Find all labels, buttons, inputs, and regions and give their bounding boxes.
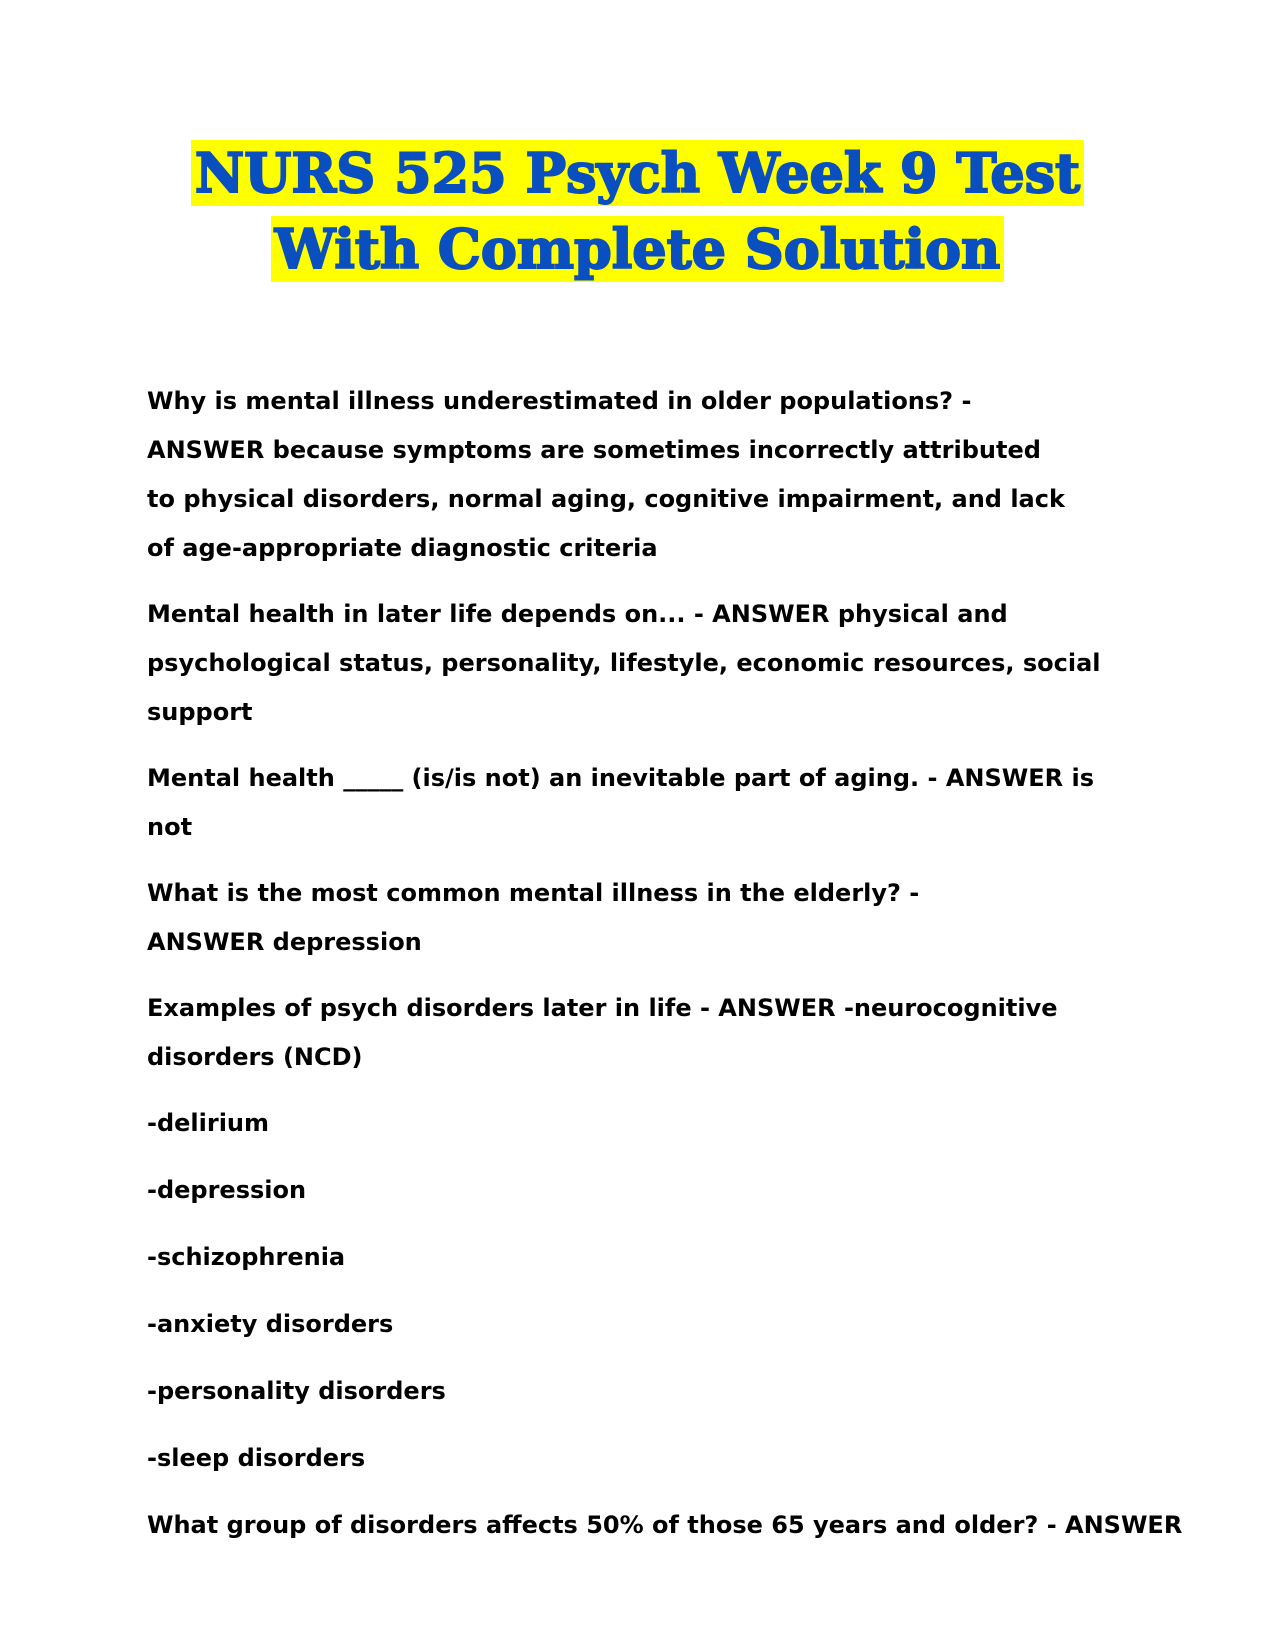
list-item: -depression (147, 1176, 307, 1204)
document-body (147, 377, 1183, 1567)
title-line-1: NURS 525 Psych Week 9 Test (191, 140, 1084, 206)
document-title (0, 140, 1275, 282)
qa-entry: Why is mental illness underestimated in older populations? - ANSWER because symptoms are sometimes incorrectly attributed to physical disorders, normal aging, cognitive impairment, and lack of age-appropriate diagnostic criteria (147, 387, 1065, 562)
list-item: -anxiety disorders (147, 1310, 394, 1338)
list-item: -sleep disorders (147, 1444, 366, 1472)
title-line-2: With Complete Solution (271, 216, 1005, 282)
list-item: -delirium (147, 1109, 270, 1137)
list-item: -personality disorders (147, 1377, 446, 1405)
list-item: -schizophrenia (147, 1243, 346, 1271)
qa-entry: What group of disorders affects 50% of those 65 years and older? - ANSWER (147, 1511, 1183, 1539)
qa-entry: Examples of psych disorders later in life - ANSWER -neurocognitive disorders (NCD) (147, 994, 1058, 1071)
qa-entry: Mental health in later life depends on... - ANSWER physical and psychological status, personality, lifestyle, economic resources, social support (147, 600, 1101, 726)
qa-entry: What is the most common mental illness in the elderly? - ANSWER depression (147, 879, 920, 956)
qa-entry: Mental health _____ (is/is not) an inevitable part of aging. - ANSWER is not (147, 764, 1094, 841)
